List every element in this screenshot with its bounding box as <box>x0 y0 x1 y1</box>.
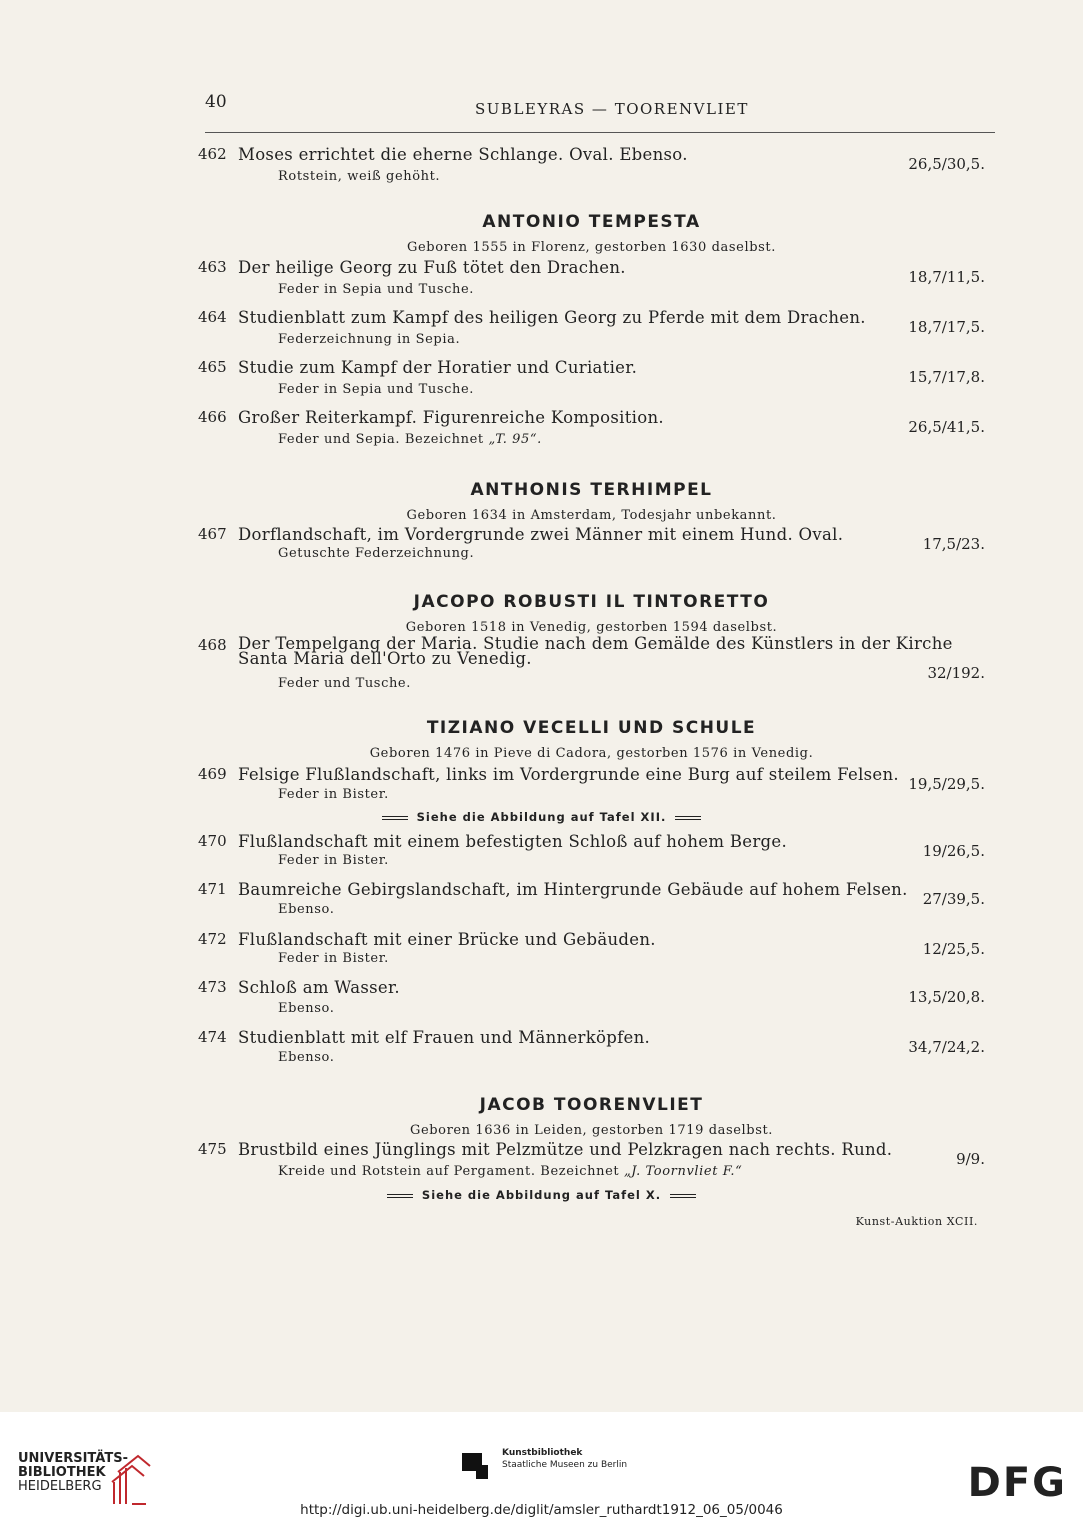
artist-heading-tintoretto <box>0 592 1083 635</box>
entry-number: 468 <box>198 636 227 654</box>
plate-reference-text: Siehe die Abbildung auf Tafel X. <box>421 1188 662 1202</box>
signature-inscription: „J. Toornvliet F.“ <box>623 1164 743 1179</box>
entry-title: Flußlandschaft mit einer Brücke und Gebäuden. <box>238 930 656 949</box>
entry-number: 462 <box>198 145 227 163</box>
entry-title: Dorflandschaft, im Vordergrunde zwei Männer mit einem Hund. Oval. <box>238 525 844 544</box>
logo-text-line2: BIBLIOTHEK <box>18 1465 106 1480</box>
digitization-footer <box>0 1412 1083 1524</box>
entry-medium-text: Kreide und Rotstein auf Pergament. Bezeichnet <box>278 1164 624 1179</box>
entry-title: Schloß am Wasser. <box>238 978 400 997</box>
entry-dimensions: 27/39,5. <box>922 890 985 908</box>
kunstbibliothek-icon <box>462 1447 494 1479</box>
entry-number: 471 <box>198 880 227 898</box>
logo-text-line3: HEIDELBERG <box>18 1479 102 1494</box>
entry-dimensions: 18,7/17,5. <box>908 318 985 336</box>
entry-dimensions: 12/25,5. <box>922 940 985 958</box>
entry-medium: Feder und Tusche. <box>278 676 411 691</box>
entry-dimensions: 9/9. <box>956 1150 985 1168</box>
entry-medium: Feder in Bister. <box>278 787 389 802</box>
entry-dimensions: 13,5/20,8. <box>908 988 985 1006</box>
artist-heading-tempesta <box>0 212 1083 255</box>
plate-reference-note <box>0 1188 1083 1202</box>
artist-name: ANTONIO TEMPESTA <box>482 212 701 232</box>
entry-medium: Ebenso. <box>278 1050 335 1065</box>
artist-dates: Geboren 1634 in Amsterdam, Todesjahr unbekannt. <box>406 508 777 523</box>
entry-number: 464 <box>198 308 227 326</box>
entry-dimensions: 26,5/30,5. <box>908 155 985 173</box>
entry-number: 465 <box>198 358 227 376</box>
double-rule <box>675 816 701 820</box>
entry-number: 472 <box>198 930 227 948</box>
entry-number: 473 <box>198 978 227 996</box>
artist-name: JACOB TOORENVLIET <box>479 1095 704 1115</box>
artist-dates: Geboren 1555 in Florenz, gestorben 1630 daselbst. <box>407 240 776 255</box>
double-rule <box>387 1194 413 1198</box>
entry-medium <box>278 432 542 447</box>
running-head: SUBLEYRAS — TOORENVLIET <box>475 100 749 118</box>
entry-medium: Getuschte Federzeichnung. <box>278 546 475 561</box>
entry-medium: Federzeichnung in Sepia. <box>278 332 461 347</box>
dfg-logo[interactable]: DFG <box>967 1460 1067 1506</box>
entry-number: 470 <box>198 832 227 850</box>
entry-dimensions: 26,5/41,5. <box>908 418 985 436</box>
entry-dimensions: 19,5/29,5. <box>908 775 985 793</box>
entry-title: Der Tempelgang der Maria. Studie nach dem Gemälde des Künstlers in der Kirche Santa Maria dell'Orto zu Venedig. <box>238 634 953 668</box>
entry-medium: Feder in Bister. <box>278 951 389 966</box>
logo-text-line1: UNIVERSITÄTS- <box>18 1451 128 1466</box>
entry-number: 469 <box>198 765 227 783</box>
artist-name: JACOPO ROBUSTI IL TINTORETTO <box>413 592 770 612</box>
entry-dimensions: 32/192. <box>927 664 985 682</box>
entry-title: Brustbild eines Jünglings mit Pelzmütze und Pelzkragen nach rechts. Rund. <box>238 1140 893 1159</box>
entry-title: Felsige Flußlandschaft, links im Vordergrunde eine Burg auf steilem Felsen. <box>238 765 899 784</box>
kb-line1: Kunstbibliothek <box>502 1448 583 1458</box>
artist-heading-tiziano <box>0 718 1083 761</box>
page-number: 40 <box>205 92 227 112</box>
double-rule <box>670 1194 696 1198</box>
entry-number: 474 <box>198 1028 227 1046</box>
artist-dates: Geboren 1518 in Venedig, gestorben 1594 daselbst. <box>405 620 778 635</box>
heidelberg-emblem-icon <box>110 1452 152 1507</box>
auction-imprint: Kunst-Auktion XCII. <box>855 1215 978 1228</box>
entry-medium <box>278 1164 742 1179</box>
entry-medium: Ebenso. <box>278 902 335 917</box>
entry-medium: Feder in Bister. <box>278 853 389 868</box>
entry-number: 467 <box>198 525 227 543</box>
artist-dates: Geboren 1636 in Leiden, gestorben 1719 daselbst. <box>409 1123 774 1138</box>
entry-dimensions: 15,7/17,8. <box>908 368 985 386</box>
double-rule <box>382 816 408 820</box>
entry-number: 463 <box>198 258 227 276</box>
signature-inscription: „T. 95“. <box>488 432 542 447</box>
entry-title: Moses errichtet die eherne Schlange. Oval. Ebenso. <box>238 145 688 164</box>
entry-dimensions: 17,5/23. <box>922 535 985 553</box>
entry-dimensions: 19/26,5. <box>922 842 985 860</box>
entry-medium-text: Feder und Sepia. Bezeichnet <box>278 432 489 447</box>
artist-name: ANTHONIS TERHIMPEL <box>470 480 713 500</box>
entry-title: Flußlandschaft mit einem befestigten Schloß auf hohem Berge. <box>238 832 788 851</box>
artist-dates: Geboren 1476 in Pieve di Cadora, gestorben 1576 in Venedig. <box>369 746 814 761</box>
permalink-url[interactable]: http://digi.ub.uni-heidelberg.de/diglit/amsler_ruthardt1912_06_05/0046 <box>300 1502 783 1518</box>
entry-medium: Ebenso. <box>278 1001 335 1016</box>
entry-medium: Rotstein, weiß gehöht. <box>278 169 441 184</box>
entry-title: Studienblatt zum Kampf des heiligen Georg zu Pferde mit dem Drachen. <box>238 308 866 327</box>
entry-title: Der heilige Georg zu Fuß tötet den Drachen. <box>238 258 626 277</box>
page-header <box>205 92 995 133</box>
entry-number: 466 <box>198 408 227 426</box>
kunstbibliothek-text <box>502 1447 627 1471</box>
plate-reference-text: Siehe die Abbildung auf Tafel XII. <box>416 810 667 824</box>
kb-line2: Staatliche Museen zu Berlin <box>502 1460 628 1470</box>
artist-name: TIZIANO VECELLI UND SCHULE <box>426 718 757 738</box>
plate-reference-note <box>0 810 1083 824</box>
entry-medium: Feder in Sepia und Tusche. <box>278 382 474 397</box>
entry-title: Studie zum Kampf der Horatier und Curiatier. <box>238 358 638 377</box>
entry-number: 475 <box>198 1140 227 1158</box>
entry-dimensions: 34,7/24,2. <box>908 1038 985 1056</box>
entry-title: Baumreiche Gebirgslandschaft, im Hintergrunde Gebäude auf hohem Felsen. <box>238 880 908 899</box>
artist-heading-terhimpel <box>0 480 1083 523</box>
entry-medium: Feder in Sepia und Tusche. <box>278 282 474 297</box>
entry-dimensions: 18,7/11,5. <box>908 268 985 286</box>
entry-title: Studienblatt mit elf Frauen und Männerköpfen. <box>238 1028 651 1047</box>
entry-title: Großer Reiterkampf. Figurenreiche Komposition. <box>238 408 664 427</box>
artist-heading-toorenvliet <box>0 1095 1083 1138</box>
